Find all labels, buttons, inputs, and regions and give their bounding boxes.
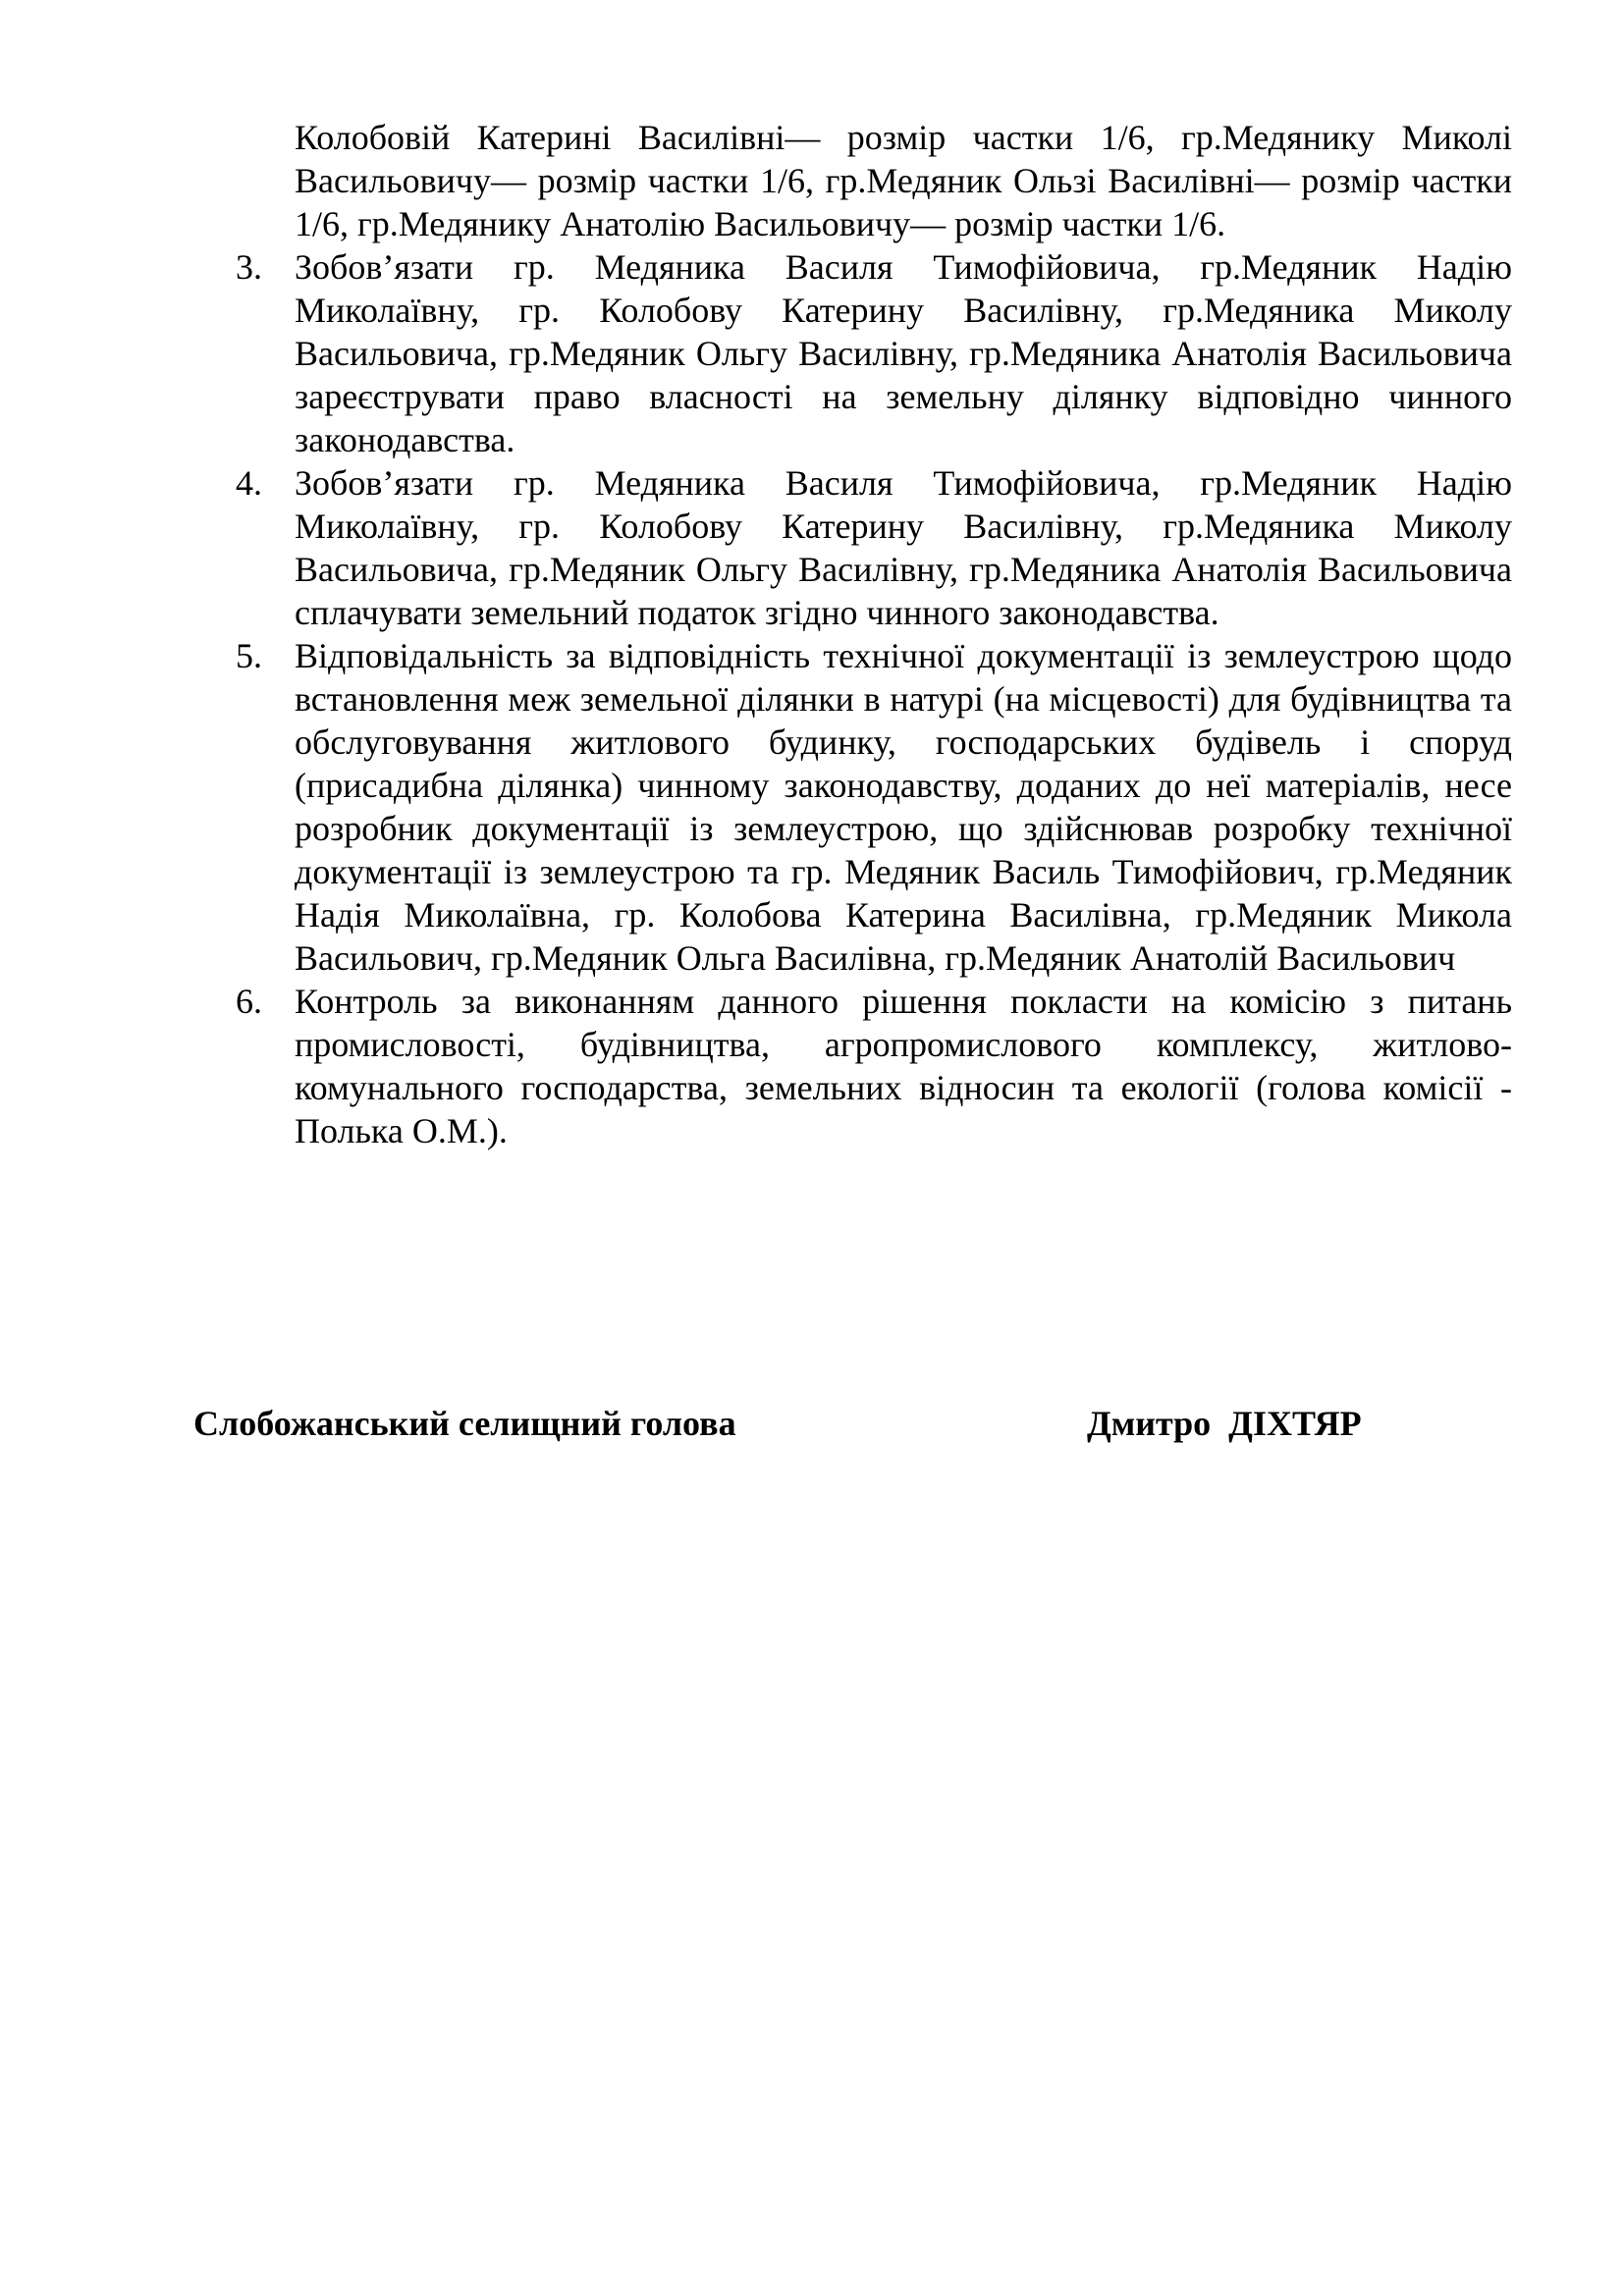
item-number: 3. bbox=[236, 247, 262, 287]
item-text: Контроль за виконанням данного рішення покласти на комісію з питань промисловості, будівництва, агропромислового комплексу, житлово-комунального господарства, земельних відносин та екології (голова комісії - Полька О.М.). bbox=[295, 982, 1512, 1150]
signature-block bbox=[193, 1399, 1391, 1448]
decision-items-list bbox=[236, 245, 1512, 1152]
signatory-name: Дмитро ДІХТЯР bbox=[1087, 1404, 1362, 1443]
item-number: 4. bbox=[236, 463, 262, 503]
item-text: Зобов’язати гр. Медяника Василя Тимофійовича, гр.Медяник Надію Миколаївну, гр. Колобову Катерину Василівну, гр.Медяника Миколу Васильовича, гр.Медяник Ольгу Василівну, гр.Медяника Анатолія Васильовича зареєструвати право власності на земельну ділянку відповідно чинного законодавства. bbox=[295, 247, 1512, 459]
signatory-position: Слобожанський селищний голова bbox=[193, 1404, 736, 1443]
item-text: Зобов’язати гр. Медяника Василя Тимофійовича, гр.Медяник Надію Миколаївну, гр. Колобову Катерину Василівну, гр.Медяника Миколу Васильовича, гр.Медяник Ольгу Василівну, гр.Медяника Анатолія Васильовича сплачувати земельний податок згідно чинного законодавства. bbox=[295, 463, 1512, 632]
item-number: 6. bbox=[236, 982, 262, 1021]
item-text: Відповідальність за відповідність технічної документації із землеустрою щодо встановлення меж земельної ділянки в натурі (на місцевості) для будівництва та обслуговування житлового будинку, господарських будівель і споруд (присадибна ділянка) чинному законодавству, доданих до неї матеріалів, несе розробник документації із землеустрою, що здійснював розробку технічної документації із землеустрою та гр. Медяник Василь Тимофійович, гр.Медяник Надія Миколаївна, гр. Колобова Катерина Василівна, гр.Медяник Микола Васильович, гр.Медяник Ольга Василівна, гр.Медяник Анатолій Васильович bbox=[295, 636, 1512, 978]
item-number: 5. bbox=[236, 636, 262, 675]
document-body bbox=[236, 116, 1512, 1152]
item-2-continuation: Колобовій Катерині Василівні— розмір частки 1/6, гр.Медянику Миколі Васильовичу— розмір частки 1/6, гр.Медяник Ользі Василівні— розмір частки 1/6, гр.Медянику Анатолію Васильовичу— розмір частки 1/6. bbox=[295, 118, 1512, 243]
decision-item-3 bbox=[236, 245, 1512, 461]
decision-item-5 bbox=[236, 634, 1512, 980]
decision-item-6 bbox=[236, 980, 1512, 1152]
decision-item-4 bbox=[236, 461, 1512, 634]
